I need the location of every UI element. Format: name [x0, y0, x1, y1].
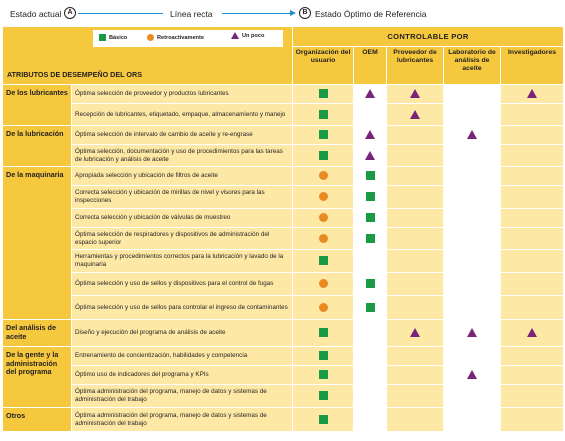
green-square-icon — [319, 415, 328, 424]
col-investigadores-cell — [501, 209, 564, 228]
attribute-text: Correcta selección y ubicación de válvulas de muestreo — [72, 209, 293, 228]
col-investigadores-cell — [501, 347, 564, 366]
col-oem-header: OEM — [354, 47, 387, 85]
col-laboratorio-cell — [444, 273, 501, 296]
orange-circle-icon — [319, 234, 328, 243]
green-square-icon — [319, 110, 328, 119]
green-square-icon — [319, 89, 328, 98]
table-row — [3, 250, 564, 273]
section-people-program: De la gente y la administración del programa — [3, 347, 72, 408]
table-row — [3, 145, 564, 167]
col-organizacion-cell — [293, 250, 354, 273]
controllable-title: CONTROLABLE POR — [293, 27, 564, 47]
col-oem-cell — [354, 408, 387, 432]
green-square-icon — [319, 351, 328, 360]
col-organizacion-cell — [293, 126, 354, 145]
col-organizacion-cell — [293, 273, 354, 296]
ors-attributes-table — [2, 26, 564, 432]
attribute-text: Óptimo uso de indicadores del programa y KPIs — [72, 366, 293, 385]
section-machinery: De la maquinaria — [3, 167, 72, 320]
col-organizacion-cell — [293, 296, 354, 320]
table-row — [3, 385, 564, 408]
col-oem-cell — [354, 126, 387, 145]
col-organizacion-cell — [293, 228, 354, 250]
col-laboratorio-cell — [444, 408, 501, 432]
green-square-icon — [319, 370, 328, 379]
current-state-label: Estado actual — [10, 9, 62, 19]
col-proveedor-cell — [387, 296, 444, 320]
green-square-icon — [366, 192, 375, 201]
col-investigadores-cell — [501, 296, 564, 320]
green-square-icon — [366, 303, 375, 312]
legend-some: Un poco — [231, 32, 264, 39]
col-investigadores-cell — [501, 186, 564, 209]
col-oem-cell — [354, 85, 387, 104]
col-organizacion-cell — [293, 104, 354, 126]
purple-triangle-icon — [410, 89, 420, 98]
col-organizacion-cell — [293, 347, 354, 366]
attribute-text: Óptima administración del programa, manejo de datos y sistemas de administración del trabajo — [72, 385, 293, 408]
table-row — [3, 85, 564, 104]
attribute-text: Correcta selección y ubicación de mirillas de nivel y visores para las inspecciones — [72, 186, 293, 209]
orange-circle-icon — [319, 279, 328, 288]
purple-triangle-icon — [467, 328, 477, 337]
col-organizacion-cell — [293, 145, 354, 167]
col-organizacion-cell — [293, 186, 354, 209]
col-oem-cell — [354, 228, 387, 250]
col-investigadores-cell — [501, 145, 564, 167]
col-organizacion-cell — [293, 408, 354, 432]
orange-circle-icon — [319, 171, 328, 180]
attribute-text: Entrenamiento de concientización, habilidades y competencia — [72, 347, 293, 366]
table-row — [3, 228, 564, 250]
col-organizacion-cell — [293, 366, 354, 385]
attribute-text: Apropiada selección y ubicación de filtros de aceite — [72, 167, 293, 186]
purple-triangle-icon — [365, 130, 375, 139]
col-laboratorio-cell — [444, 250, 501, 273]
attribute-text: Óptima selección y uso de sellos y dispositivos para el control de fugas — [72, 273, 293, 296]
attribute-text: Herramientas y procedimientos correctos para la lubricación y lavado de la maquinaria — [72, 250, 293, 273]
green-square-icon — [319, 256, 328, 265]
green-square-icon — [366, 171, 375, 180]
col-laboratorio-cell — [444, 145, 501, 167]
section-lubricants: De los lubricantes — [3, 85, 72, 126]
green-square-icon — [319, 391, 328, 400]
table-row — [3, 104, 564, 126]
col-investigadores-cell — [501, 167, 564, 186]
col-laboratorio-header: Laboratorio de análisis de aceite — [444, 47, 501, 85]
section-lubrication: De la lubricación — [3, 126, 72, 167]
table-row — [3, 296, 564, 320]
col-proveedor-cell — [387, 385, 444, 408]
col-proveedor-cell — [387, 408, 444, 432]
purple-triangle-icon — [410, 328, 420, 337]
col-laboratorio-cell — [444, 209, 501, 228]
col-investigadores-cell — [501, 273, 564, 296]
col-proveedor-cell — [387, 209, 444, 228]
col-investigadores-cell — [501, 320, 564, 347]
table-row — [3, 408, 564, 432]
reference-state-label: Estado Óptimo de Referencia — [315, 9, 427, 19]
col-proveedor-cell — [387, 186, 444, 209]
col-laboratorio-cell — [444, 347, 501, 366]
table-row — [3, 273, 564, 296]
purple-triangle-icon — [527, 328, 537, 337]
green-square-icon — [99, 34, 106, 41]
col-proveedor-cell — [387, 126, 444, 145]
purple-triangle-icon — [527, 89, 537, 98]
attribute-text: Óptima selección de respiradores y dispositivos de administración del espacio superior — [72, 228, 293, 250]
green-square-icon — [366, 234, 375, 243]
col-oem-cell — [354, 385, 387, 408]
col-proveedor-cell — [387, 366, 444, 385]
col-oem-cell — [354, 104, 387, 126]
purple-triangle-icon — [467, 130, 477, 139]
col-proveedor-cell — [387, 104, 444, 126]
col-laboratorio-cell — [444, 104, 501, 126]
orange-circle-icon — [147, 34, 154, 41]
col-proveedor-cell — [387, 228, 444, 250]
attribute-text: Óptima administración del programa, manejo de datos y sistemas de administración del trabajo — [72, 408, 293, 432]
reference-state-marker: B — [299, 7, 311, 19]
green-square-icon — [319, 130, 328, 139]
col-oem-cell — [354, 347, 387, 366]
attribute-text: Óptima selección de intervalo de cambio de aceite y re-engrase — [72, 126, 293, 145]
table-row — [3, 320, 564, 347]
col-investigadores-cell — [501, 104, 564, 126]
purple-triangle-icon — [467, 370, 477, 379]
green-square-icon — [319, 151, 328, 160]
col-investigadores-cell — [501, 366, 564, 385]
col-oem-cell — [354, 250, 387, 273]
col-laboratorio-cell — [444, 167, 501, 186]
col-organizacion-cell — [293, 167, 354, 186]
attributes-title: ATRIBUTOS DE DESEMPEÑO DEL ORS — [7, 70, 142, 79]
col-proveedor-cell — [387, 273, 444, 296]
attribute-text: Óptima selección de proveedor y productos lubricantes — [72, 85, 293, 104]
col-organizacion-header: Organización del usuario — [293, 47, 354, 85]
col-investigadores-header: Investigadores — [501, 47, 564, 85]
attribute-text: Óptima selección, documentación y uso de procedimientos para las tareas de lubricación y análisis de aceite — [72, 145, 293, 167]
legend-basic: Básico — [99, 34, 127, 41]
section-oil-analysis: Del análisis de aceite — [3, 320, 72, 347]
col-laboratorio-cell — [444, 366, 501, 385]
col-investigadores-cell — [501, 126, 564, 145]
col-oem-cell — [354, 273, 387, 296]
green-square-icon — [319, 328, 328, 337]
col-organizacion-cell — [293, 85, 354, 104]
orange-circle-icon — [319, 303, 328, 312]
col-investigadores-cell — [501, 385, 564, 408]
attributes-header-cell — [3, 27, 293, 85]
col-proveedor-header: Proveedor de lubricantes — [387, 47, 444, 85]
col-laboratorio-cell — [444, 296, 501, 320]
col-organizacion-cell — [293, 385, 354, 408]
col-proveedor-cell — [387, 167, 444, 186]
col-oem-cell — [354, 296, 387, 320]
col-laboratorio-cell — [444, 385, 501, 408]
attribute-text: Diseño y ejecución del programa de análisis de aceite — [72, 320, 293, 347]
col-laboratorio-cell — [444, 320, 501, 347]
arrow-head-icon — [290, 10, 296, 16]
purple-triangle-icon — [365, 151, 375, 160]
attribute-text: Recepción de lubricantes, etiquetado, empaque, almacenamiento y manejo — [72, 104, 293, 126]
section-others: Otros — [3, 408, 72, 432]
green-square-icon — [366, 213, 375, 222]
col-proveedor-cell — [387, 320, 444, 347]
col-investigadores-cell — [501, 85, 564, 104]
current-state-marker: A — [64, 7, 76, 19]
straight-line-label: Línea recta — [170, 9, 213, 19]
legend-retroactive: Retroactivamente — [147, 34, 204, 41]
col-oem-cell — [354, 186, 387, 209]
col-laboratorio-cell — [444, 126, 501, 145]
orange-circle-icon — [319, 213, 328, 222]
table-row — [3, 209, 564, 228]
col-oem-cell — [354, 366, 387, 385]
table-row — [3, 186, 564, 209]
attribute-text: Óptima selección y uso de sellos para controlar el ingreso de contaminantes — [72, 296, 293, 320]
orange-circle-icon — [319, 192, 328, 201]
col-laboratorio-cell — [444, 186, 501, 209]
col-organizacion-cell — [293, 209, 354, 228]
col-proveedor-cell — [387, 85, 444, 104]
col-proveedor-cell — [387, 250, 444, 273]
col-investigadores-cell — [501, 228, 564, 250]
table-row — [3, 167, 564, 186]
table-row — [3, 347, 564, 366]
legend — [93, 30, 283, 47]
col-oem-cell — [354, 145, 387, 167]
col-organizacion-cell — [293, 320, 354, 347]
table-row — [3, 366, 564, 385]
purple-triangle-icon — [410, 110, 420, 119]
col-investigadores-cell — [501, 250, 564, 273]
green-square-icon — [366, 279, 375, 288]
purple-triangle-icon — [365, 89, 375, 98]
col-investigadores-cell — [501, 408, 564, 432]
col-laboratorio-cell — [444, 228, 501, 250]
col-proveedor-cell — [387, 145, 444, 167]
col-laboratorio-cell — [444, 85, 501, 104]
flow-line-left — [78, 13, 163, 14]
table-row — [3, 126, 564, 145]
col-oem-cell — [354, 320, 387, 347]
purple-triangle-icon — [231, 32, 239, 39]
col-oem-cell — [354, 167, 387, 186]
col-proveedor-cell — [387, 347, 444, 366]
flow-line — [0, 0, 565, 26]
flow-line-right — [222, 13, 290, 14]
col-oem-cell — [354, 209, 387, 228]
